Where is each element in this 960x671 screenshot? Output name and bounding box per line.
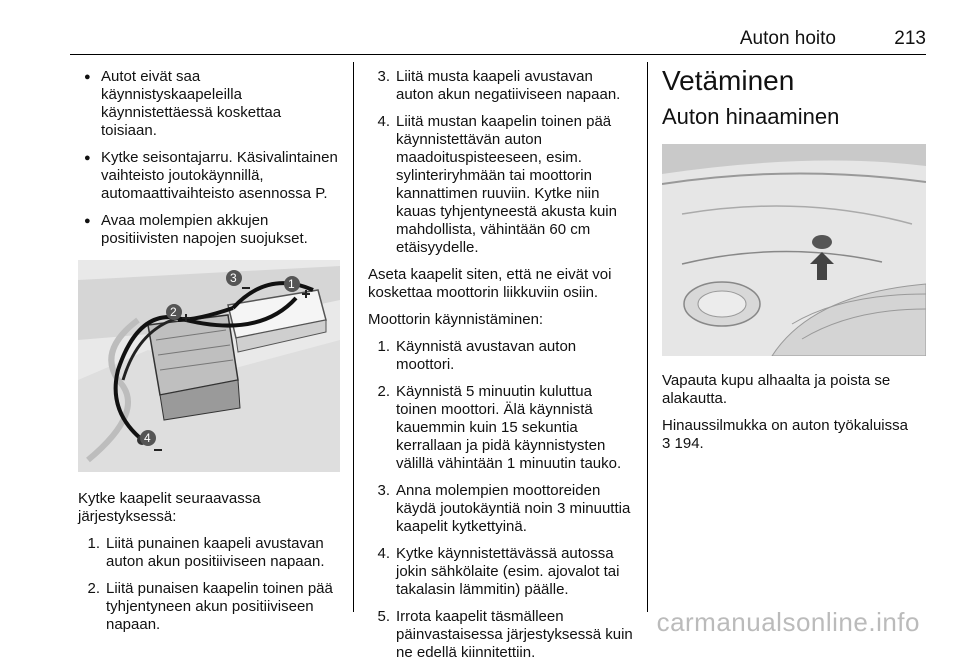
tow-eye-location-text: Hinaussilmukka on auton työkaluissa bbox=[662, 417, 908, 434]
step-item: 4. Liitä mustan kaapelin toinen pää käynnistettävän auton maadoituspisteeseen, esim. sylinteriryhmään tai moottorin kannattimen ruuviin. Kytke niin kauas tyhjentyneestä akusta kuin mahdollista, vähintään 60 cm etäisyydelle. bbox=[377, 113, 617, 256]
cable-placement-note: Aseta kaapelit siten, että ne eivät voi koskettaa moottorin liikkuviin osiin. bbox=[368, 266, 612, 301]
page-header bbox=[70, 22, 926, 54]
step-item: 2. Liitä punaisen kaapelin toinen pää tyhjentyneen akun positiiviseen napaan. bbox=[87, 580, 333, 633]
column-1 bbox=[78, 68, 340, 643]
step-item: 1. Liitä punainen kaapeli avustavan auton akun positiiviseen napaan. bbox=[87, 535, 325, 570]
section-heading: Vetäminen bbox=[662, 65, 795, 96]
steps-list bbox=[78, 535, 340, 634]
header-rule bbox=[70, 54, 926, 55]
step-item: 3. Liitä musta kaapeli avustavan auton akun negatiiviseen napaan. bbox=[377, 68, 621, 103]
battery-jump-cables-illustration bbox=[78, 260, 340, 472]
engine-start-intro: Moottorin käynnistäminen: bbox=[368, 311, 544, 328]
engine-start-steps bbox=[368, 338, 634, 662]
steps-list-continued bbox=[368, 68, 634, 257]
tow-eye-cover-illustration bbox=[662, 144, 926, 356]
callout-4: 4 bbox=[144, 431, 151, 445]
callout-1: 1 bbox=[288, 277, 295, 291]
column-2 bbox=[368, 68, 634, 671]
column-divider-1 bbox=[353, 62, 354, 612]
step-item: 3. Anna molempien moottoreiden käydä joutokäyntiä noin 3 minuuttia kaapelit kytkettyinä. bbox=[377, 482, 631, 535]
column-3 bbox=[662, 64, 928, 462]
column-divider-2 bbox=[647, 62, 648, 612]
step-item: 2. Käynnistä 5 minuutin kuluttua toinen moottori. Älä käynnistä kauemmin kuin 15 sekuntia kerrallaan ja pidä käynnistysten välillä vähintään 1 minuutin tauko. bbox=[377, 383, 622, 472]
section-title: Auton hoito bbox=[739, 28, 836, 49]
bullet-item: ● Avaa molempien akkujen positiivisten napojen suojukset. bbox=[78, 212, 340, 248]
page-reference[interactable] bbox=[662, 435, 928, 453]
step-item: 5. Irrota kaapelit täsmälleen päinvastaisessa järjestyksessä kuin ne edellä kiinnitettiin. bbox=[377, 608, 633, 661]
bullet-item: ● Autot eivät saa käynnistyskaapeleilla käynnistettäessä koskettaa toisiaan. bbox=[78, 68, 340, 140]
page-number: 213 bbox=[894, 28, 926, 49]
callout-3: 3 bbox=[230, 271, 237, 285]
page-reference-text: 3 194. bbox=[662, 435, 704, 452]
step-item: 1. Käynnistä avustavan auton moottori. bbox=[377, 338, 577, 373]
subsection-heading: Auton hinaaminen bbox=[662, 104, 840, 129]
step-item: 4. Kytke käynnistettävässä autossa jokin sähkölaite (esim. ajovalot tai takalasin lämmitin) päälle. bbox=[377, 545, 620, 598]
bullet-list bbox=[78, 68, 340, 248]
callout-2: 2 bbox=[170, 305, 177, 319]
steps-intro: Kytke kaapelit seuraavassa järjestyksessä: bbox=[78, 490, 261, 525]
watermark: carmanualsonline.info bbox=[656, 607, 920, 637]
bullet-item: ● Kytke seisontajarru. Käsivalintainen vaihteisto joutokäynnillä, automaattivaihteisto asennossa P. bbox=[78, 149, 340, 203]
cover-removal-text: Vapauta kupu alhaalta ja poista se alakautta. bbox=[662, 372, 891, 407]
